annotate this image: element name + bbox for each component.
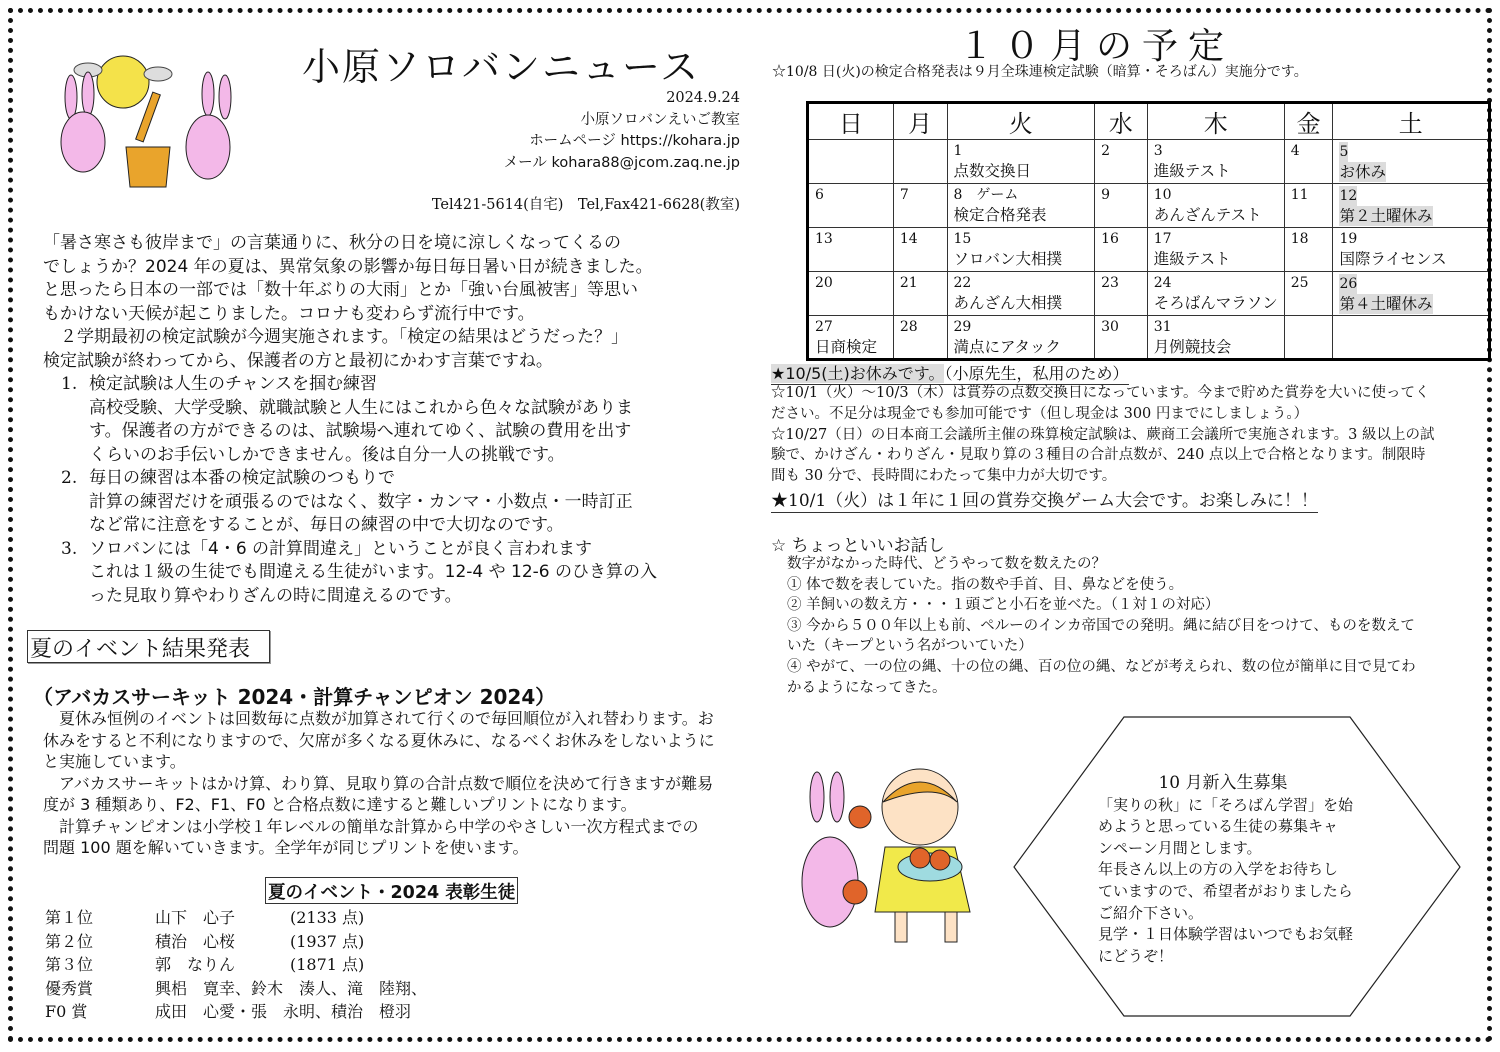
calendar-week — [808, 316, 1490, 360]
list-text: す。保護者の方ができるのは、試験場へ連れてゆく、試験の費用を出す — [89, 421, 632, 441]
text-line: ① 体で数を表していた。指の数や手首、目、鼻などを使う。 — [787, 576, 1184, 593]
text-line: ② 羊飼いの数え方・・・１頭ごと小石を並べた。（１対１の対応） — [787, 597, 1220, 614]
text-line: ンペーン月間とします。 — [1098, 838, 1262, 857]
calendar-day — [1095, 184, 1148, 228]
text-line: もかけない天候が起こりました。コロナも変わらず流行中です。 — [43, 303, 535, 324]
calendar-day — [947, 140, 1095, 184]
text-line: と思ったら日本の一部では「数十年ぶりの大雨」とか「強い台風被害」等思い — [43, 280, 638, 300]
schedule-title: １０月の予定 — [958, 26, 1235, 67]
calendar-day — [947, 272, 1095, 316]
day-event: そろばんマラソン — [1153, 294, 1278, 312]
text-line: ２学期最初の検定試験が今週実施されます。「検定の結果はどうだった？」 — [43, 327, 629, 347]
calendar-day — [1333, 228, 1490, 272]
calendar-day — [808, 316, 894, 360]
closure-notice — [771, 361, 1129, 385]
calendar-week — [808, 228, 1490, 272]
event-results-title: 夏のイベント結果発表 — [27, 630, 270, 663]
list-text: これは１級の生徒でも間違える生徒がいます。12-4 や 12-6 のひき算の入 — [89, 562, 658, 582]
list-text: 検定試験は人生のチャンスを掴む練習 — [89, 374, 377, 394]
day-number: 1 — [953, 143, 963, 159]
text-line: 見学・１日体験学習はいつでもお気軽 — [1098, 925, 1354, 944]
phone-numbers: Tel421-5614(自宅) Tel,Fax421-6628(教室) — [431, 197, 740, 213]
day-number: 29 — [953, 319, 972, 335]
text-line: 「暑さ寒さも彼岸まで」の言葉通りに、秋分の日を境に涼しくなってくるの — [43, 233, 621, 253]
day-number: 20 — [815, 275, 833, 291]
calendar-day — [947, 228, 1095, 272]
calendar-day — [1284, 228, 1333, 272]
weekday-header: 月 — [893, 103, 947, 140]
calendar-day — [1095, 316, 1148, 360]
text-line: めようと思っている生徒の募集キャ — [1098, 817, 1339, 836]
story-heading: ☆ ちょっといいお話し — [771, 536, 945, 556]
day-number: 6 — [815, 187, 824, 203]
intro-paragraph — [43, 232, 657, 373]
award-name: 積治 心桜 — [155, 931, 236, 951]
list-item-line — [89, 561, 657, 585]
text-line: 度が 3 種類あり、F2、F1、F0 と合格点数に達すると難しいプリントになります。 — [43, 795, 637, 814]
text-line: ご紹介下さい。 — [1098, 903, 1204, 922]
text-line: ④ やがて、一の位の縄、十の位の縄、百の位の縄、などが考えられ、数の位が簡単に目で見てわ — [787, 658, 1416, 675]
event-description — [43, 708, 715, 859]
schedule-subtitle: ☆10/8 日(火)の検定合格発表は９月全珠連検定試験（暗算・そろばん）実施分です。 — [772, 64, 1308, 80]
calendar-day — [1284, 272, 1333, 316]
day-event: あんざん大相撲 — [953, 294, 1063, 312]
text-line: 検定試験が終わってから、保護者の方と最初にかわす言葉ですね。 — [43, 350, 553, 371]
text-line: ☆10/1（火）～10/3（木）は賞券の点数交換日になっています。今まで貯めた賞券を大いに使ってく — [771, 385, 1430, 401]
intro-numbered-list — [43, 373, 657, 608]
list-item-line — [89, 397, 657, 421]
school-name: 小原ソロバンえいご教室 — [580, 111, 740, 128]
day-number: 25 — [1290, 275, 1309, 291]
calendar-week — [808, 184, 1490, 228]
story-body — [787, 554, 1416, 698]
text-line: でしょうか？2024 年の夏は、異常気象の影響か毎日毎日暑い日が続きました。 — [43, 256, 653, 277]
list-text: ソロバンには「4・6 の計算間違え」ということが良く言われます — [89, 538, 593, 559]
award-name: 山下 心子 — [155, 908, 236, 927]
text-line: 計算チャンピオンは小学校１年レベルの簡単な計算から中学のやさしい一次方程式までの — [43, 816, 699, 836]
day-number: 18 — [1290, 231, 1309, 247]
text-line: ださい。不足分は現金でも参加可能です（但し現金は 300 円までにしましょう。） — [771, 405, 1309, 422]
calendar-day — [893, 140, 947, 184]
day-number: 9 — [1101, 187, 1111, 203]
day-event: 月例競技会 — [1153, 338, 1232, 356]
day-number: 13 — [815, 231, 833, 247]
list-item — [43, 467, 657, 538]
day-event: 進級テスト — [1153, 162, 1231, 180]
calendar-day — [1147, 272, 1284, 316]
list-text: 計算の練習だけを頑張るのではなく、数字・カンマ・小数点・一時訂正 — [89, 491, 633, 512]
text-line: 数字がなかった時代、どうやって数を数えたの？ — [787, 556, 1106, 572]
award-name: 成田 心愛・張 永明、積治 橙羽 — [155, 1002, 412, 1021]
weekday-header: 日 — [808, 103, 894, 140]
text-line: ③ 今から５００年以上も前、ペルーのインカ帝国での発明。縄に結び目をつけて、ものを数えて — [787, 617, 1415, 634]
list-item-line — [89, 491, 657, 515]
day-number: 8 ゲーム — [953, 187, 1019, 203]
calendar-day — [1147, 316, 1284, 360]
calendar-day — [947, 184, 1095, 228]
day-event: お休み — [1339, 163, 1386, 181]
calendar-day — [1147, 228, 1284, 272]
day-number: 16 — [1101, 231, 1119, 247]
list-item-line — [89, 420, 657, 444]
day-event: 点数交換日 — [953, 162, 1032, 180]
award-score: (2133 点) — [290, 908, 365, 927]
day-number: 27 — [815, 319, 833, 335]
day-number: 15 — [953, 231, 972, 247]
award-name: 興梠 寛幸、鈴木 湊人、滝 陸翔、 — [155, 978, 428, 998]
text-line: ていますので、希望者がおりましたら — [1098, 881, 1353, 900]
game-announcement: ★10/1（火）は１年に１回の賞券交換ゲーム大会です。お楽しみに！！ — [771, 486, 1318, 513]
day-event: 第４土曜休み — [1339, 295, 1433, 313]
weekday-header: 木 — [1147, 103, 1284, 140]
text-line: いた（キープという名がついていた） — [787, 638, 1033, 655]
list-text: など常に注意をすることが、毎日の練習の中で大切なのです。 — [89, 515, 564, 535]
list-text: 高校受験、大学受験、就職試験と人生にはこれから色々な試験がありま — [89, 397, 633, 418]
homepage-link[interactable]: ホームページ https://kohara.jp — [529, 133, 740, 149]
text-line: と実施しています。 — [43, 752, 186, 771]
list-item-line — [61, 538, 657, 562]
list-text: 毎日の練習は本番の検定試験のつもりで — [89, 468, 395, 488]
day-event: 第２土曜休み — [1339, 207, 1433, 225]
day-event: 国際ライセンス — [1339, 250, 1447, 268]
day-number: 11 — [1290, 187, 1309, 203]
day-number: 23 — [1101, 275, 1119, 291]
calendar-day — [893, 272, 947, 316]
weekday-header: 土 — [1333, 103, 1490, 140]
issue-date: 2024.9.24 — [666, 90, 740, 106]
calendar-day — [808, 140, 894, 184]
list-item-line — [61, 373, 657, 397]
calendar-day — [893, 316, 947, 360]
list-text: くらいのお手伝いしかできません。後は自分一人の挑戦です。 — [89, 444, 565, 465]
list-item — [43, 373, 657, 467]
closure-reason: （小原先生，私用のため） — [944, 364, 1129, 383]
day-number: 14 — [899, 231, 918, 247]
text-line: 験で、かけざん・わりざん・見取り算の３種目の合計点数が、240 点以上で合格となります。制限時 — [771, 447, 1426, 464]
calendar-day — [1333, 140, 1490, 184]
text-line: かるようになってきた。 — [787, 679, 947, 696]
text-line: 間も 30 分で、長時間にわたって集中力が大切です。 — [771, 468, 1117, 485]
list-item-line — [89, 585, 657, 609]
calendar-day — [893, 184, 947, 228]
calendar-day — [1284, 184, 1333, 228]
calendar-day — [1095, 228, 1148, 272]
recruit-body — [1098, 795, 1353, 968]
text-line: 問題 100 題を解いていきます。全学年が同じプリントを使います。 — [43, 838, 529, 857]
calendar-day — [947, 316, 1095, 360]
calendar-week — [808, 272, 1490, 316]
day-number: 31 — [1153, 319, 1172, 335]
closure-main: ★10/5(土)お休みです。 — [771, 364, 945, 383]
award-rank: 第１位 — [45, 908, 94, 927]
day-number: 24 — [1153, 275, 1172, 291]
rabbits-moon-illustration — [58, 52, 238, 192]
weekday-header: 水 — [1095, 103, 1148, 140]
contact-block — [432, 88, 740, 217]
list-number: 1. — [61, 374, 78, 394]
calendar-day — [1333, 184, 1490, 228]
day-event: 満点にアタック — [953, 338, 1061, 356]
calendar-day — [893, 228, 947, 272]
day-event: 検定合格発表 — [953, 206, 1047, 224]
day-event: あんざんテスト — [1153, 206, 1262, 224]
list-item — [43, 538, 657, 609]
day-number: 28 — [899, 319, 918, 335]
day-event: 進級テスト — [1153, 250, 1231, 268]
text-line: アバカスサーキットはかけ算、わり算、見取り算の合計点数で順位を決めて行きますが難易 — [43, 773, 714, 793]
calendar-day — [1284, 140, 1333, 184]
day-number: 22 — [953, 275, 972, 291]
event-heading: （アバカスサーキット 2024・計算チャンピオン 2024） — [33, 685, 556, 709]
day-number: 10 — [1153, 187, 1172, 203]
calendar-day — [808, 228, 894, 272]
october-calendar — [806, 101, 1491, 361]
day-number: 12 — [1339, 188, 1358, 204]
text-line: 「実りの秋」に「そろばん学習」を始 — [1098, 795, 1354, 814]
text-line: 年長さん以上の方の入学をお待ちし — [1098, 860, 1339, 879]
schedule-notes — [771, 383, 1434, 487]
girl-rabbit-persimmon-illustration — [795, 762, 1025, 947]
calendar-day — [808, 184, 894, 228]
calendar-day — [1333, 316, 1490, 360]
weekday-header: 火 — [947, 103, 1095, 140]
list-item-line — [89, 444, 657, 468]
day-event: 日商検定 — [815, 338, 878, 356]
award-rank: 第３位 — [45, 955, 94, 974]
day-event: ソロバン大相撲 — [953, 250, 1063, 268]
text-line: ☆10/27（日）の日本商工会議所主催の珠算検定試験は、蕨商工会議所で実施されます。3 級以上の試 — [771, 426, 1435, 443]
recruit-heading: 10 月新入生募集 — [1158, 773, 1288, 793]
list-item-line — [89, 514, 657, 538]
calendar-day — [1095, 140, 1148, 184]
recruit-box — [1098, 773, 1353, 967]
award-title: 夏のイベント・2024 表彰生徒 — [265, 877, 518, 904]
day-number: 7 — [899, 187, 909, 203]
day-number: 2 — [1101, 143, 1111, 159]
calendar-week — [808, 140, 1490, 184]
award-name: 郭 なりん — [155, 955, 236, 974]
list-item-line — [61, 467, 657, 491]
award-score: (1871 点) — [290, 955, 365, 974]
award-rank: 第２位 — [45, 931, 94, 951]
day-number: 21 — [899, 275, 918, 291]
award-rank: 優秀賞 — [45, 978, 94, 998]
calendar-day — [1333, 272, 1490, 316]
day-number: 26 — [1339, 276, 1358, 292]
text-line: 休みをすると不利になりますので、欠席が多くなる夏休みに、なるべくお休みをしないように — [43, 730, 715, 750]
calendar-day — [808, 272, 894, 316]
list-text: った見取り算やわりざんの時に間違えるのです。 — [89, 585, 462, 606]
calendar-day — [1147, 140, 1284, 184]
calendar-day — [1147, 184, 1284, 228]
calendar-day — [1095, 272, 1148, 316]
day-number: 30 — [1101, 319, 1119, 335]
newsletter-title: 小原ソロバンニュース — [302, 45, 701, 89]
award-rank: F0 賞 — [45, 1002, 88, 1021]
day-number: 17 — [1153, 231, 1172, 247]
text-line: 夏休み恒例のイベントは回数毎に点数が加算されて行くので毎回順位が入れ替わります。お — [43, 709, 714, 728]
day-number: 3 — [1153, 143, 1163, 159]
list-number: 2. — [61, 468, 78, 488]
day-number: 5 — [1339, 144, 1349, 160]
award-score: (1937 点) — [290, 931, 365, 951]
day-number: 4 — [1290, 143, 1300, 159]
intro-article — [43, 232, 657, 608]
list-number: 3. — [61, 538, 78, 559]
weekday-header: 金 — [1284, 103, 1333, 140]
text-line: にどうぞ！ — [1098, 946, 1174, 965]
calendar-day — [1284, 316, 1333, 360]
email-link[interactable]: メール kohara88@jcom.zaq.ne.jp — [503, 154, 740, 171]
day-number: 19 — [1339, 231, 1358, 247]
